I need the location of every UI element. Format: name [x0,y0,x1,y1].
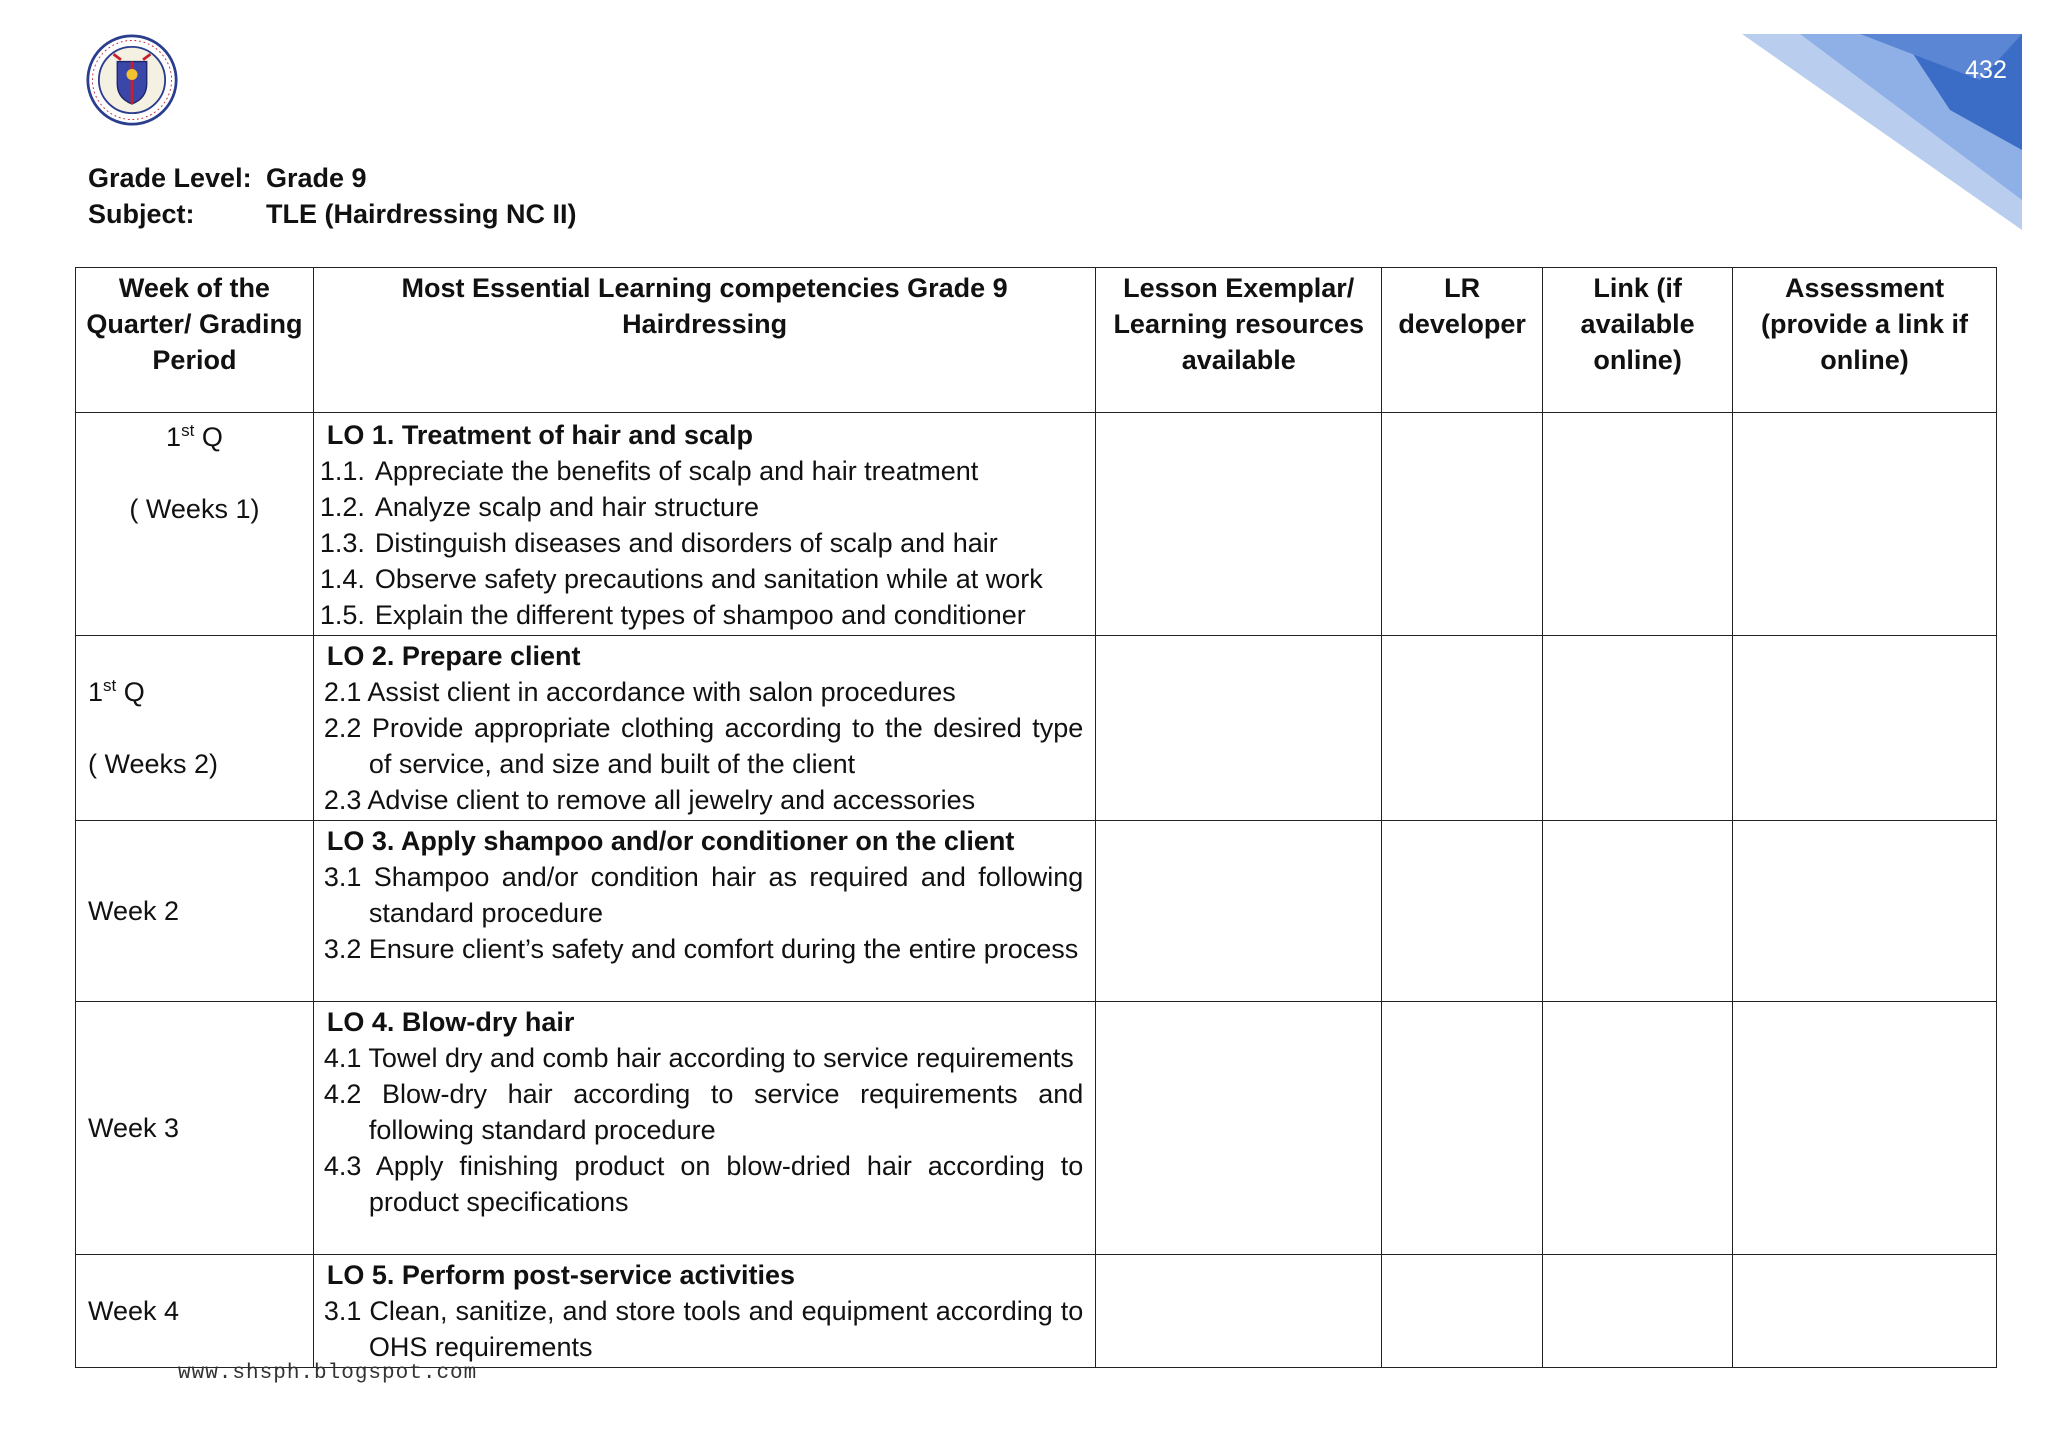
col-header-week: Week of the Quarter/ Grading Period [76,268,314,413]
competency-item: 2.1 Assist client in accordance with salon procedures [323,677,956,707]
competency-cell [313,1002,1095,1255]
week-cell [76,1255,314,1368]
week-cell [76,821,314,1002]
item-number: 1.5. [319,600,365,630]
link-cell [1543,636,1733,821]
table-row [76,821,1997,1002]
assessment-cell [1733,413,1997,636]
subject-label: Subject: [88,199,195,229]
assessment-cell [1733,1255,1997,1368]
competency-cell [313,821,1095,1002]
competency-item [320,561,1083,597]
lr-developer-cell [1382,413,1543,636]
item-number: 1.1. [319,456,365,486]
competency-item: 4.1 Towel dry and comb hair according to service requirements [323,1043,1074,1073]
lr-developer-cell [1382,636,1543,821]
competency-item: 4.3 Apply finishing product on blow-dried hair according to product specifications [323,1151,1084,1217]
assessment-cell [1733,1002,1997,1255]
lesson-exemplar-cell [1096,413,1382,636]
week-ordinal: 1 [166,422,182,452]
item-text: Observe safety precautions and sanitation while at work [374,564,1043,594]
competency-item: 2.2 Provide appropriate clothing according to the desired type of service, and size and built of the client [323,713,1084,779]
week-ordinal-suffix: st [181,421,195,440]
week-cell [76,1002,314,1255]
assessment-cell [1733,636,1997,821]
subject-value: TLE (Hairdressing NC II) [266,199,577,229]
competency-item: 2.3 Advise client to remove all jewelry and accessories [323,785,976,815]
lr-developer-cell [1382,1255,1543,1368]
week-label: Week 2 [88,896,180,926]
link-cell [1543,1255,1733,1368]
competency-item [320,597,1083,633]
lo-title: LO 5. Perform post-service activities [326,1260,796,1290]
item-number: 1.3. [319,528,365,558]
item-text: Distinguish diseases and disorders of scalp and hair [374,528,998,558]
competency-item [320,525,1083,561]
week-ordinal-suffix: st [103,676,117,695]
grade-level-label: Grade Level: [88,163,252,193]
item-text: Appreciate the benefits of scalp and hair treatment [374,456,979,486]
competency-item: 3.2 Ensure client’s safety and comfort during the entire process [323,934,1079,964]
item-text: Explain the different types of shampoo and conditioner [374,600,1026,630]
item-text: Analyze scalp and hair structure [374,492,760,522]
week-ordinal: 1 [88,677,104,707]
col-header-link: Link (if available online) [1543,268,1733,413]
lo-title: LO 3. Apply shampoo and/or conditioner on the client [326,826,1015,856]
grade-level-value: Grade 9 [266,163,367,193]
lo-title: LO 1. Treatment of hair and scalp [326,420,753,450]
lesson-exemplar-cell [1096,1255,1382,1368]
link-cell [1543,821,1733,1002]
lr-developer-cell [1382,1002,1543,1255]
competency-cell [313,1255,1095,1368]
deped-seal-icon [86,34,178,126]
week-label: Week 3 [88,1113,180,1143]
competency-cell [313,636,1095,821]
table-row [76,1255,1997,1368]
col-header-lesson-exemplar: Lesson Exemplar/ Learning resources available [1096,268,1382,413]
lesson-exemplar-cell [1096,821,1382,1002]
week-quarter-letter: Q [194,422,223,452]
competency-item [320,489,1083,525]
assessment-cell [1733,821,1997,1002]
week-quarter [88,674,301,710]
week-cell [76,636,314,821]
week-detail: ( Weeks 2) [88,749,219,779]
subject-row [88,196,577,232]
col-header-lr-developer: LR developer [1382,268,1543,413]
link-cell [1543,413,1733,636]
table-row [76,636,1997,821]
competencies-table [75,267,1997,1368]
lesson-exemplar-cell [1096,636,1382,821]
competency-item: 3.1 Shampoo and/or condition hair as required and following standard procedure [323,862,1084,928]
footer-url: www.shsph.blogspot.com [178,1362,478,1385]
week-label: Week 4 [88,1296,180,1326]
competency-item: 3.1 Clean, sanitize, and store tools and equipment according to OHS requirements [323,1296,1084,1362]
grade-level-row [88,160,577,196]
lr-developer-cell [1382,821,1543,1002]
table-header-row [76,268,1997,413]
lo-title: LO 4. Blow-dry hair [326,1007,575,1037]
item-number: 1.2. [319,492,365,522]
page-number: 432 [1965,56,2007,84]
week-cell [76,413,314,636]
week-quarter [88,415,301,455]
document-meta [88,160,577,232]
link-cell [1543,1002,1733,1255]
corner-decoration [1700,0,2048,240]
week-quarter-letter: Q [116,677,145,707]
week-detail: ( Weeks 1) [129,494,260,524]
competency-cell [313,413,1095,636]
competency-item: 4.2 Blow-dry hair according to service requirements and following standard procedure [323,1079,1084,1145]
item-number: 1.4. [319,564,365,594]
col-header-assessment: Assessment (provide a link if online) [1733,268,1997,413]
competency-item [320,453,1083,489]
lo-title: LO 2. Prepare client [326,641,581,671]
table-row [76,413,1997,636]
col-header-competencies: Most Essential Learning competencies Grade 9 Hairdressing [313,268,1095,413]
lesson-exemplar-cell [1096,1002,1382,1255]
table-row [76,1002,1997,1255]
